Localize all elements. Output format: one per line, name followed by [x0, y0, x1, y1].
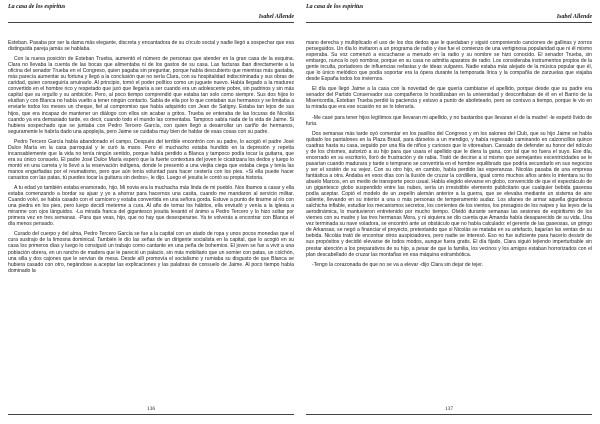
right-footer-rule	[306, 414, 592, 415]
right-paragraph: -Tengo la corazonada de que no se va a elevar -dijo Clara sin dejar de tejer.	[312, 261, 484, 268]
left-paragraph: Esteban. Pasaba por ser la dama más elegante, discreta y encantadora de su círculo social y nadie llegó a sospechar que esa distinguida pareja jamás se hablaba.	[8, 40, 294, 53]
right-paragraph: El día que llegó Jaime a la casa con la novedad de que quería cambiarse el apellido, porque desde que su padre era senador del Partido Conservador sus compañeros lo hostilizaban en la universidad y desconfiaban de él en el Barrio de la Misericordia, Esteban Trueba perdió la paciencia y estuvo a punto de abofetearlo, pero se contuvo a tiempo, porque le vio en la mirada que era ese ocasión no se lo toleraría.	[306, 86, 592, 111]
left-page-number: 136	[146, 406, 156, 412]
right-header-rule	[306, 22, 592, 23]
left-paragraph: Pedro Tercero García había abandonado el campo. Después del terrible encontrón con su padre, lo acogió el padre José Dulce María en la casa parroquial y le curó la mano. Pero el muchacho estaba hundido en la depresión y repetía incansablemente que la vida no tenía ningún sentido, porque había perdido a Blanca y tampoco podía tocar la guitarra, que era su único consuelo. El padre José Dulce María esperó que la fuerte contextura del joven le cicatrizara los dedos y luego lo montó en una carreta y lo llevó a la reservación indígena, donde le presentó a una viejita ciega que estaba ciega y tenía las manos engarfiadas por el reumatismo, pero que aún tenía voluntad para hacer cestería con los pies. «Si ella puede hacer canastos con las patas, tú puedes tocar la guitarra sin dedos», le dijo. Luego el jesuita le contó su propia historia.	[8, 138, 294, 181]
right-page-number: 137	[444, 406, 454, 412]
right-paragraph: -Me casé para tener hijos legítimos que llevaran mi apellido, y no bastardos que llevaran el de la madre! -le espetó lívido de furia.	[306, 114, 592, 127]
right-page	[306, 0, 592, 424]
left-paragraph: Curado del cuerpo y del alma, Pedro Tercero García se fue a la capital con un atado de ropa y unos pocos monedas que el cura sustrajo de la limosna dominical. También le dio las señas de un dirigente socialista en la capital, que lo acogió en su casa los primeros días y luego lo consiguió un trabajo como cantante en una peña de bohemios. El joven se fue a vivir a una población obrera, en un rancho de madera que le pareció un palacio, sin más mobiliario que un somier con patas, un colchón, una silla y dos cajones que le servían de mesa. Desde allí promovía el socialismo y rumiaba su disgusto de que Blanca se hubiera casado con otro, negándose a aceptar las explicaciones y las palabras de consuelo de Jaime. Al poco tiempo había dominado la	[8, 231, 294, 274]
right-paragraph: mano derecha y multiplicado el uso de los dos dedos que le quedaban y siguió componiendo canciones de gallinas y zorros perseguidos. Un día lo invitaron a un programa de radio y ése fue el comienzo de una vertiginosa popularidad que ni él mismo esperaba. Su voz comenzó a escucharse a menudo en la radio y su nombre se hizo conocido. El senador Trueba, sin embargo, nunca lo oyó nombrar, porque en su casa no admitía aparatos de radio. Los consideraba instrumentos propios de la gente inculta, portadores de influencias nefastas y de ideas vulgares. Nadie estaba más alejado de la música popular que él, que lo único melódico que podía soportar era la ópera durante la temporada lírica y la compañía de zarzuelas que viajaba desde España todos los inviernos.	[306, 40, 592, 83]
right-paragraph: Dos semanas más tarde oyó comentar en los pasillos del Congreso y en los salones del Club, que su hijo Jaime se había quitado los pantalones en la Plaza Brasil, para dárselos a un mendigo, y había regresado caminando en calzoncillos quince cuadras hasta su casa, seguido por una fila de niños y curiosos que lo vitoreaban. Cansado de defender su honor del ridículo y de los chismes, autorizó a su hijo para que usara el apellido que le diera la gana, con tal que no fuera el suyo. Ese día, encerrado en su escritorio, lloró de frustración y de rabia. Trató de decirse a sí mismo que semejantes excentricidades se le pasarían cuando madurara y tarde o temprano se convertiría en el hombre equilibrado que podría secundarlo en sus negocios y ser el sostén de su vejez. Con su otro hijo, en cambio, había perdido las esperanzas. Nicolás pasaba de una empresa fantástica a otra. Andaba en esos días con la ilusión de cruzar la cordillera, igual como muchos años antes lo intentara su tío abuelo Marcos, en un medio de transporte poco usual. Había elegido elevarse en globo, convencido de que el espectáculo de un gigantesco globo suspendido entre las nubes, sería un irresistible elemento publicitario que cualquier bebida gaseosa podía aceptar. Copió el modelo de un zepelín alemán anterior a la guerra, que se elevaba mediante un sistema de aire caliente, llevando en su interior a una o más personas de temperamento audaz. Los afanes de armar aquella gigantesca salchicha inflable, estudiar los mecanismos secretos, los corrientes de los vientos, los presagios de los naipes y las leyes de la aerodinámica, lo mantuvieron entretenido por mucho tiempo. Olvidó durante semanas las sesiones de espiritismo de los viernes con su madre y las tres hermanas Mora, y ni siquiera se dio cuenta que Amanda había desaparecido de su vida. Una vez terminada su nave voladora, se encontró ante un obstáculo que no había calculado: el gerente de las gaseosas, un gringo de Arkansas, se negó a financiar el proyecto, pretextando que si Nicolás se mataba en su artefacto, bajarían las ventas de su bebida. Nicolás trató de encontrar otros auspiciadores, pero nadie se interesó. Eso no fue suficiente para hacerlo desistir de sus propósitos y decidió elevarse de todos modos, aunque fuera gratis. El día fijado, Clara siguió tejiendo imperturbable sin prestar atención a los preparativos de su hijo, a pesar de que la familia, los vecinos y los amigos estaban horrorizados con el plan descabellado de cruzar las montañas en esa máquina estrambótica.	[306, 130, 592, 258]
left-footer-rule	[8, 414, 294, 415]
left-paragraph: Con la nueva posición de Esteban Trueba, aumentó el número de personas que atender en la gran casa de la esquina. Clara no llevaba la cuenta de las bocas que alimentaba ni de los gastos de su casa. Las facturas iban directamente a la oficina del senador Trueba en el Congreso, quien pagaba sin preguntar, porque había descubierto que mientras más gastaba, más parecía aumentar su fortuna y llegó a la conclusión que no sería Clara, con su hospitalidad indiscriminada y sus obras de caridad, quien conseguiría arruinarlo. Al principio, tomó el poder político como un juguete nuevo. Había llegado a la madurez convertido en el hombre rico y respetado que juró que llegaría a ser cuando era un adolescente pobre, sin padrinos y sin más capital que su orgullo y su ambición. Pero, al poco tiempo comprendió que estaba tan solo como siempre. Sus dos hijos lo eludían y con Blanca no había vuelto a tener ningún contacto. Sabía de ella por lo que contaban sus hermanos y se limitaba a enviarle todos los meses un cheque, fiel al compromiso que había adquirido con Jean de Satigny. Estaba tan lejos de sus hijos, que era incapaz de mantener un diálogo con ellos sin acabar a gritos. Trueba se enteraba de las locuras de Nicolás cuando ya era demasiado tarde, es decir, cuando todo el mundo las comentaba. Tampoco sabía nada de la vida de Jaime. Si hubiera sospechado que se juntaba con Pedro Tercero García, con quien llegó a desarrollar un cariño de hermanos, seguramente le habría dado una apoplejía, pero Jaime se cuidaba muy bien de hablar de esas cosas con su padre.	[8, 56, 294, 135]
left-header-author: Isabel Allende	[258, 14, 294, 20]
left-paragraph: A tu edad yo también estaba enamorado, hijo. Mi novia era la muchacha más linda de mi pueblo. Nos íbamos a casar y ella estaba comenzando a bordar su ajuar y yo a ahorrar para hacernos una casita, cuando me mandaron al servicio militar. Cuando volví, se había casado con el carnicero y estaba convertida en una señora gorda. Estuve a punto de tirarme al río con una piedra en los pies, pero luego decidí meterme a cura. Al año de tomar los hábitos, ella enviudó y venía a la iglesia a mirarme con ojos lánguidos. -La mirada franca del gigantesco jesuita levantó el ánimo a Pedro Tercero y lo hizo soltar por primera vez en tres semanas. -Para que veas, hijo, que no hay que desesperarse. Ya te volverás a encontrar con Blanca el día menos pensado.	[8, 185, 294, 228]
left-page	[8, 0, 294, 424]
right-header-author: Isabel Allende	[556, 14, 592, 20]
left-header-rule	[8, 22, 294, 23]
right-body-text	[306, 40, 592, 272]
left-body-text	[8, 40, 294, 278]
right-header-title: La casa de los espíritus	[306, 4, 364, 10]
left-header-title: La casa de los espíritus	[8, 4, 66, 10]
